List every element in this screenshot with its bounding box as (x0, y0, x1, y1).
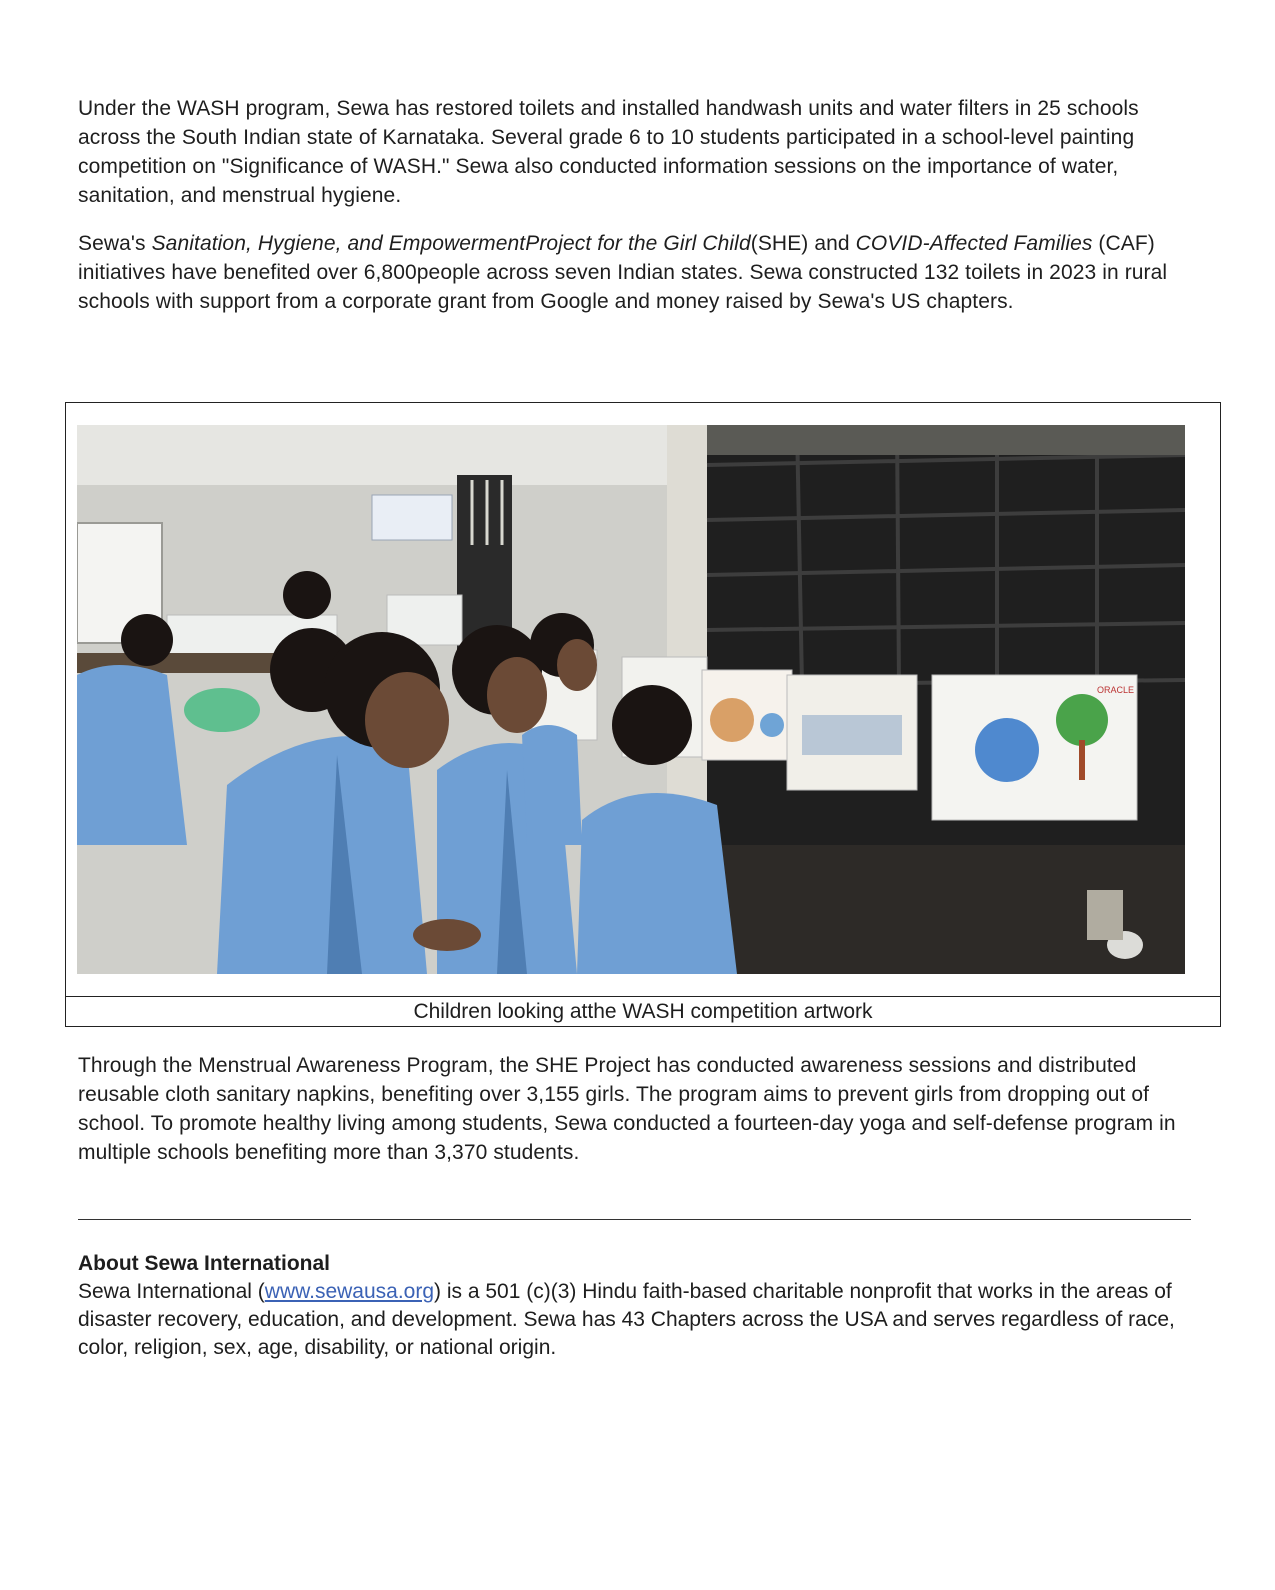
she-paragraph (78, 229, 1198, 316)
caf-program-title: COVID-Affected Families (855, 232, 1093, 255)
photo-figure (65, 402, 1221, 1027)
she-program-title: Sanitation, Hygiene, and EmpowermentProject for the Girl Child (151, 232, 751, 255)
she-text-1: Sewa's (78, 232, 152, 255)
she-text-2: (SHE) and (750, 232, 856, 255)
sewausa-link[interactable]: www.sewausa.org (264, 1280, 435, 1303)
menstrual-paragraph: Through the Menstrual Awareness Program, the SHE Project has conducted awareness sessions and distributed reusable cloth sanitary napkins, benefiting over 3,155 girls. The program aims to prevent girls from dropping out of school. To promote healthy living among students, Sewa conducted a fourteen-day yoga and self-defense program in multiple schools benefiting more than 3,370 students. (78, 1054, 1176, 1164)
about-paragraph (78, 1278, 1198, 1362)
about-heading: About Sewa International (78, 1252, 331, 1275)
about-lead: Sewa International ( (78, 1280, 265, 1303)
wash-paragraph: Under the WASH program, Sewa has restored toilets and installed handwash units and water filters in 25 schools across the South Indian state of Karnataka. Several grade 6 to 10 students participated in a school-level painting competition on "Significance of WASH." Sewa also conducted information sessions on the importance of water, sanitation, and menstrual hygiene. (78, 97, 1139, 207)
svg-text:ORACLE: ORACLE (1097, 685, 1135, 695)
about-body-text: ) is a 501 (c)(3) Hindu faith-based charitable nonprofit that works in the areas of disaster recovery, education, and development. Sewa has 43 Chapters across the USA and serves regardless of race, color, religion, sex, age, disability, or national origin. (78, 1280, 1175, 1359)
section-divider (78, 1219, 1191, 1220)
children-artwork-photo (77, 425, 1185, 974)
classroom-illustration (77, 425, 1185, 974)
she-text-3: (CAF) initiatives have benefited over 6,800people across seven Indian states. Sewa constructed 132 toilets in 2023 in rural schools with support from a corporate grant from Google and money raised by Sewa's US chapters. (78, 232, 1168, 313)
photo-caption: Children looking atthe WASH competition artwork (66, 996, 1220, 1026)
